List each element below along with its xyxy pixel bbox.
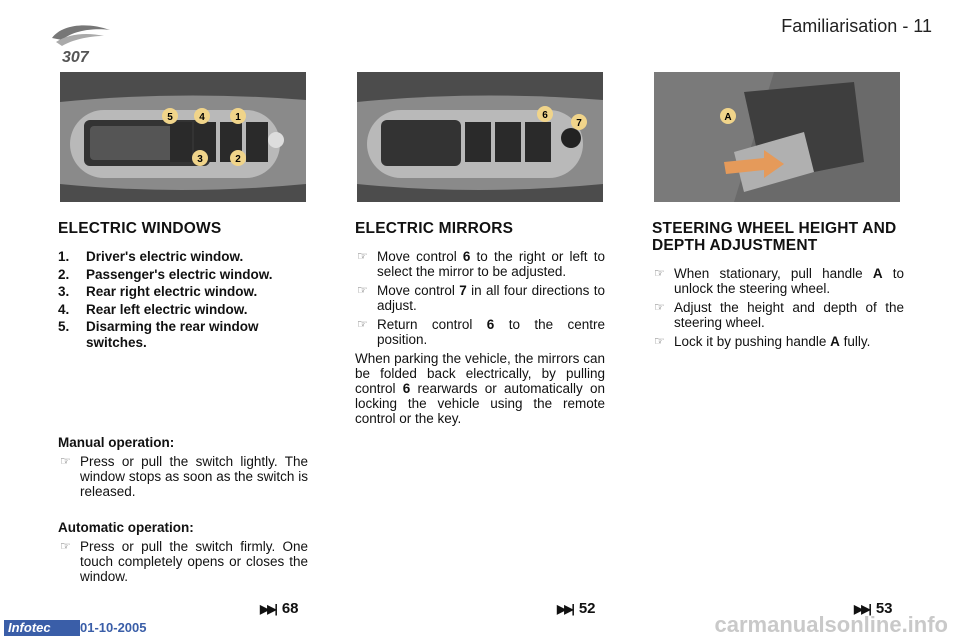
fast-forward-icon: ▶▶|	[557, 602, 573, 616]
callout-a: A	[724, 112, 732, 123]
pointing-hand-icon: ☞	[357, 283, 368, 297]
steering-adjustment-section	[652, 220, 904, 353]
pointing-hand-icon: ☞	[654, 300, 665, 314]
infotec-badge: Infotec	[4, 620, 80, 636]
list-item	[58, 284, 308, 300]
logo-text: 307	[62, 49, 89, 66]
item-number: 4.	[58, 301, 70, 317]
mirror-bullet: ☞ Move control 7 in all four directions to adjust.	[357, 283, 605, 313]
list-item	[58, 302, 308, 318]
automatic-operation-title: Automatic operation:	[58, 520, 194, 535]
callout-7: 7	[576, 118, 582, 129]
electric-windows-title: ELECTRIC WINDOWS	[58, 220, 222, 237]
steering-handle-photo	[654, 72, 900, 202]
callout-3: 3	[197, 154, 203, 165]
watermark: carmanualsonline.info	[714, 612, 948, 637]
steering-bullet: ☞ Lock it by pushing handle A fully.	[654, 334, 871, 349]
pointing-hand-icon: ☞	[357, 249, 368, 263]
item-number: 1.	[58, 249, 70, 264]
pointing-hand-icon: ☞	[654, 266, 665, 280]
electric-windows-section	[58, 220, 308, 352]
callout-6: 6	[542, 110, 548, 121]
window-switch-photo	[60, 72, 306, 202]
mirror-bullet: ☞ Return control 6 to the centre position.	[357, 317, 605, 347]
pointing-hand-icon: ☞	[60, 454, 71, 468]
pointing-hand-icon: ☞	[654, 334, 665, 348]
electric-mirrors-title: ELECTRIC MIRRORS	[355, 220, 514, 237]
page-link-68[interactable]: ▶▶| 68	[260, 600, 299, 617]
item-text: Disarming the rear window switches.	[86, 319, 259, 350]
callout-4: 4	[199, 112, 205, 123]
item-number: 5.	[58, 319, 70, 334]
automatic-operation-section	[58, 520, 308, 588]
print-date: 01-10-2005	[80, 620, 147, 635]
fast-forward-icon: ▶▶|	[854, 602, 870, 616]
fast-forward-icon: ▶▶|	[260, 602, 276, 616]
mirror-bullet: ☞ Move control 6 to the right or left to select the mirror to be adjusted.	[357, 249, 605, 279]
mirror-folding-paragraph: When parking the vehicle, the mirrors can be folded back electrically, by pulling control 6 rearwards or automatically on locking the vehicle using the remote control or the key.	[355, 351, 605, 426]
manual-operation-title: Manual operation:	[58, 435, 175, 450]
pointing-hand-icon: ☞	[357, 317, 368, 331]
manual-operation-bullet: ☞ Press or pull the switch lightly. The window stops as soon as the switch is released.	[60, 454, 308, 499]
manual-operation-section	[58, 435, 308, 503]
window-switch-list	[58, 249, 308, 350]
page-link-52[interactable]: ▶▶| 52	[557, 600, 596, 617]
item-text: Rear left electric window.	[86, 301, 248, 317]
peugeot-logo	[48, 20, 116, 66]
item-text: Driver's electric window.	[86, 249, 244, 264]
item-number: 3.	[58, 284, 70, 299]
pointing-hand-icon: ☞	[60, 539, 71, 553]
list-item	[58, 249, 308, 265]
steering-bullet: ☞ When stationary, pull handle A to unlock the steering wheel.	[654, 266, 904, 296]
item-text: Rear right electric window.	[86, 284, 258, 299]
callout-2: 2	[235, 154, 241, 165]
callout-1: 1	[235, 112, 241, 123]
steering-bullet: ☞ Adjust the height and depth of the steering wheel.	[654, 300, 904, 330]
mirror-control-photo	[357, 72, 603, 202]
callout-5: 5	[167, 112, 173, 123]
list-item	[58, 267, 308, 283]
item-text: Passenger's electric window.	[86, 266, 273, 282]
item-number: 2.	[58, 266, 70, 282]
steering-adjustment-title: STEERING WHEEL HEIGHT AND DEPTH ADJUSTMENT	[652, 220, 897, 254]
page-title: Familiarisation - 11	[781, 16, 932, 36]
page-link-53[interactable]: ▶▶| 53	[854, 600, 893, 617]
automatic-operation-bullet: ☞ Press or pull the switch firmly. One touch completely opens or closes the window.	[60, 539, 308, 584]
electric-mirrors-section	[355, 220, 605, 426]
list-item	[58, 319, 308, 350]
